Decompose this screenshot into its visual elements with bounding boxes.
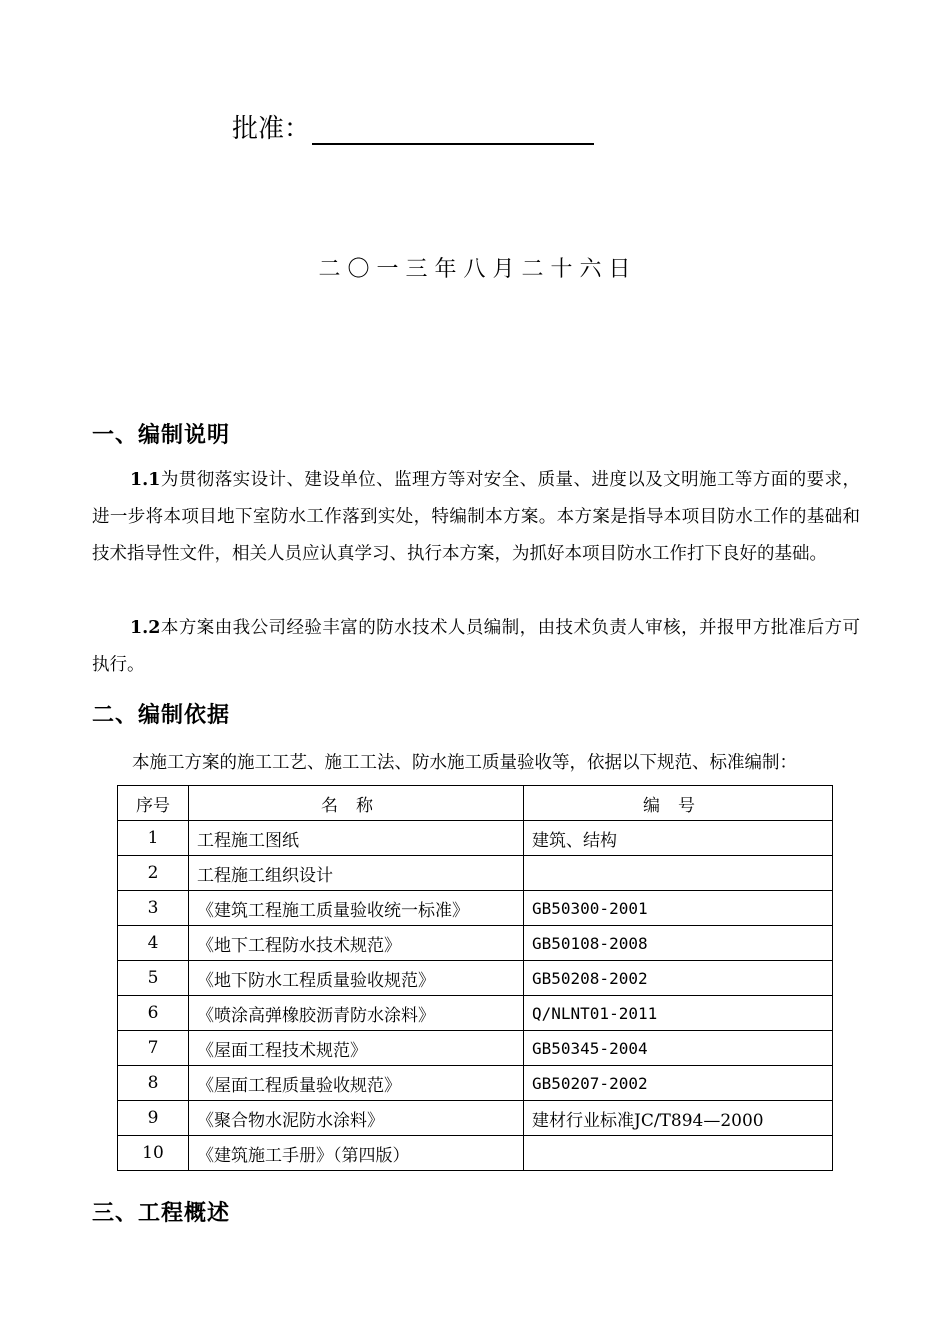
table-row — [118, 1136, 833, 1171]
table-row — [118, 961, 833, 996]
table-row — [118, 856, 833, 891]
row-index: 5 — [118, 961, 189, 996]
row-code: GB50345-2004 — [524, 1031, 833, 1066]
header-name: 名称 — [189, 786, 524, 821]
row-code: 建材行业标准JC/T894—2000 — [524, 1101, 833, 1136]
approval-label: 批准： — [232, 114, 311, 144]
header-code: 编号 — [524, 786, 833, 821]
table-row — [118, 926, 833, 961]
table-row — [118, 1066, 833, 1101]
row-name: 《地下工程防水技术规范》 — [189, 926, 524, 961]
row-index: 3 — [118, 891, 189, 926]
table-row — [118, 1031, 833, 1066]
row-code: GB50208-2002 — [524, 961, 833, 996]
row-name: 《喷涂高弹橡胶沥青防水涂料》 — [189, 996, 524, 1031]
row-index: 10 — [118, 1136, 189, 1171]
section-2-title: 二、编制依据 — [92, 703, 231, 728]
paragraph-2-number: 1.2 — [130, 618, 161, 638]
row-name: 《屋面工程技术规范》 — [189, 1031, 524, 1066]
row-index: 2 — [118, 856, 189, 891]
row-index: 7 — [118, 1031, 189, 1066]
section-2-intro: 本施工方案的施工工艺、施工工法、防水施工质量验收等，依据以下规范、标准编制： — [132, 753, 797, 773]
paragraph-2-text: 本方案由我公司经验丰富的防水技术人员编制，由技术负责人审核，并报甲方批准后方可执行。 — [92, 618, 860, 675]
row-name: 《建筑工程施工质量验收统一标准》 — [189, 891, 524, 926]
table-row — [118, 891, 833, 926]
paragraph-1-text: 为贯彻落实设计、建设单位、监理方等对安全、质量、进度以及文明施工等方面的要求，进一步将本项目地下室防水工作落到实处，特编制本方案。本方案是指导本项目防水工作的基础和技术指导性文件，相关人员应认真学习、执行本方案，为抓好本项目防水工作打下良好的基础。 — [92, 470, 860, 564]
row-code: Q/NLNT01-2011 — [524, 996, 833, 1031]
section-1-paragraph-1 — [92, 462, 860, 573]
paragraph-1-number: 1.1 — [130, 470, 161, 490]
row-name: 《屋面工程质量验收规范》 — [189, 1066, 524, 1101]
approval-signature-line — [312, 115, 594, 145]
row-index: 6 — [118, 996, 189, 1031]
row-code — [524, 1136, 833, 1171]
header-index: 序号 — [118, 786, 189, 821]
section-1-paragraph-2 — [92, 610, 860, 684]
table-row — [118, 996, 833, 1031]
table-row — [118, 821, 833, 856]
section-3-title: 三、工程概述 — [92, 1201, 231, 1226]
table-row — [118, 1101, 833, 1136]
row-code: 建筑、结构 — [524, 821, 833, 856]
document-date: 二〇一三年八月二十六日 — [318, 257, 638, 282]
row-name: 工程施工图纸 — [189, 821, 524, 856]
approval-field — [232, 108, 594, 145]
standards-table — [117, 785, 833, 1171]
row-index: 8 — [118, 1066, 189, 1101]
row-code: GB50108-2008 — [524, 926, 833, 961]
row-name: 《建筑施工手册》（第四版） — [189, 1136, 524, 1171]
section-1-title: 一、编制说明 — [92, 423, 231, 448]
row-index: 9 — [118, 1101, 189, 1136]
row-name: 工程施工组织设计 — [189, 856, 524, 891]
row-code: GB50300-2001 — [524, 891, 833, 926]
row-name: 《地下防水工程质量验收规范》 — [189, 961, 524, 996]
row-index: 1 — [118, 821, 189, 856]
row-code: GB50207-2002 — [524, 1066, 833, 1101]
row-name: 《聚合物水泥防水涂料》 — [189, 1101, 524, 1136]
row-code — [524, 856, 833, 891]
table-header-row — [118, 786, 833, 821]
row-index: 4 — [118, 926, 189, 961]
